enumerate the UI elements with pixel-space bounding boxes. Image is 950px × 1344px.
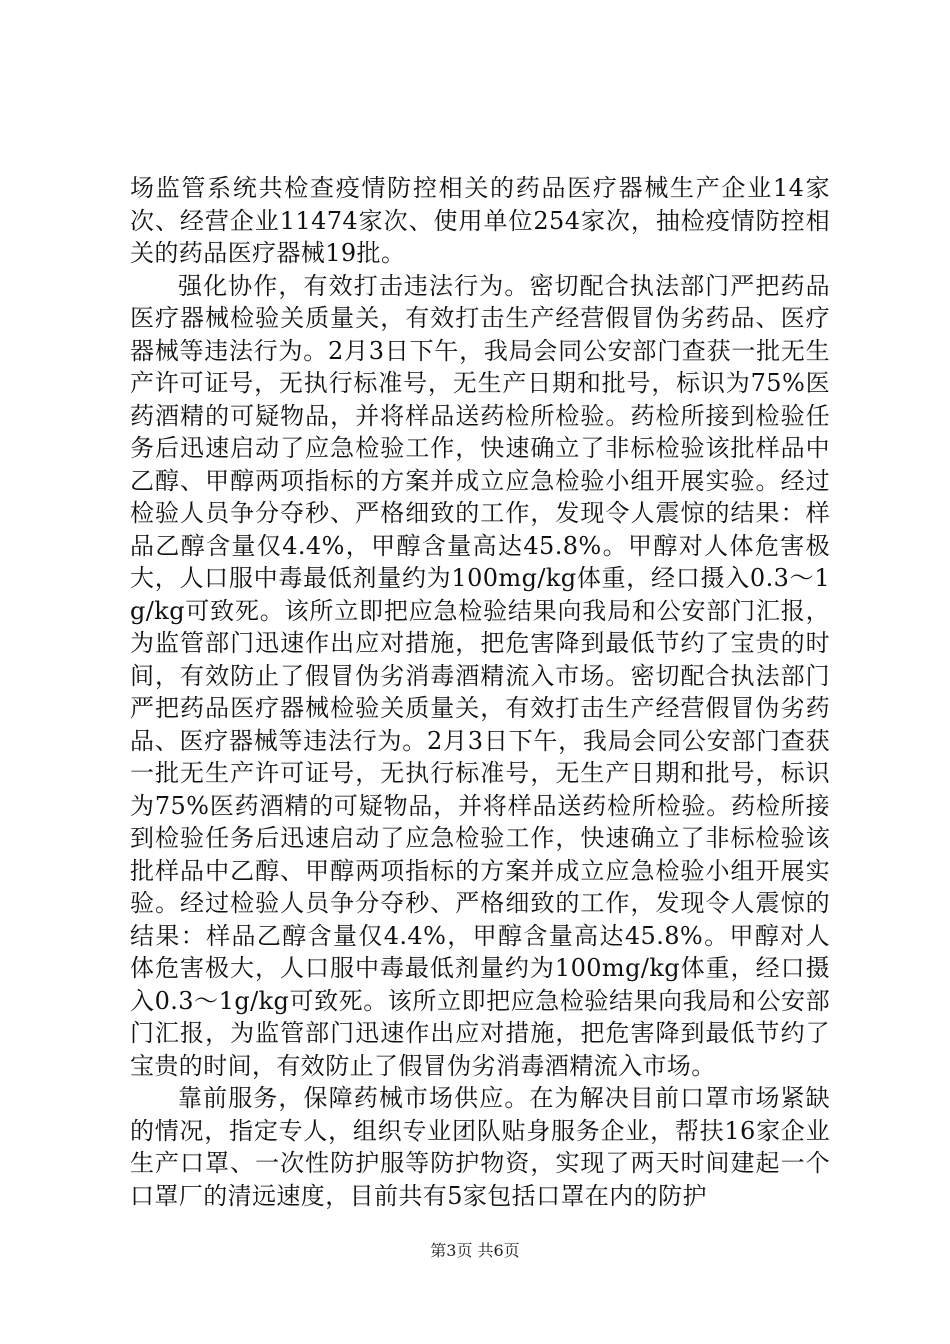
paragraph-supply-service: 靠前服务，保障药械市场供应。在为解决目前口罩市场紧缺的情况，指定专人，组织专业团队贴身服务企业，帮扶16家企业生产口罩、一次性防护服等防护物资，实现了两天时间建起一个口罩厂的清远速度，目前共有5家包括口罩在内的防护	[130, 1084, 830, 1210]
document-body	[130, 172, 830, 1212]
page-footer	[0, 1238, 950, 1261]
paragraph-enforcement: 强化协作，有效打击违法行为。密切配合执法部门严把药品医疗器械检验关质量关，有效打击生产经营假冒伪劣药品、医疗器械等违法行为。2月3日下午，我局会同公安部门查获一批无生产许可证号，无执行标准号，无生产日期和批号，标识为75%医药酒精的可疑物品，并将样品送药检所检验。药检所接到检验任务后迅速启动了应急检验工作，快速确立了非标检验该批样品中乙醇、甲醇两项指标的方案并成立应急检验小组开展实验。经过检验人员争分夺秒、严格细致的工作，发现令人震惊的结果：样品乙醇含量仅4.4%，甲醇含量高达45.8%。甲醇对人体危害极大，人口服中毒最低剂量约为100mg/kg体重，经口摄入0.3～1g/kg可致死。该所立即把应急检验结果向我局和公安部门汇报，为监管部门迅速作出应对措施，把危害降到最低节约了宝贵的时间，有效防止了假冒伪劣消毒酒精流入市场。密切配合执法部门严把药品医疗器械检验关质量关，有效打击生产经营假冒伪劣药品、医疗器械等违法行为。2月3日下午，我局会同公安部门查获一批无生产许可证号，无执行标准号，无生产日期和批号，标识为75%医药酒精的可疑物品，并将样品送药检所检验。药检所接到检验任务后迅速启动了应急检验工作，快速确立了非标检验该批样品中乙醇、甲醇两项指标的方案并成立应急检验小组开展实验。经过检验人员争分夺秒、严格细致的工作，发现令人震惊的结果：样品乙醇含量仅4.4%，甲醇含量高达45.8%。甲醇对人体危害极大，人口服中毒最低剂量约为100mg/kg体重，经口摄入0.3～1g/kg可致死。该所立即把应急检验结果向我局和公安部门汇报，为监管部门迅速作出应对措施，把危害降到最低节约了宝贵的时间，有效防止了假冒伪劣消毒酒精流入市场。	[130, 271, 830, 1080]
paragraph-continuation: 场监管系统共检查疫情防控相关的药品医疗器械生产企业14家次、经营企业11474家次、使用单位254家次，抽检疫情防控相关的药品医疗器械19批。	[130, 174, 830, 267]
page-indicator: 第3页 共6页	[430, 1241, 520, 1260]
